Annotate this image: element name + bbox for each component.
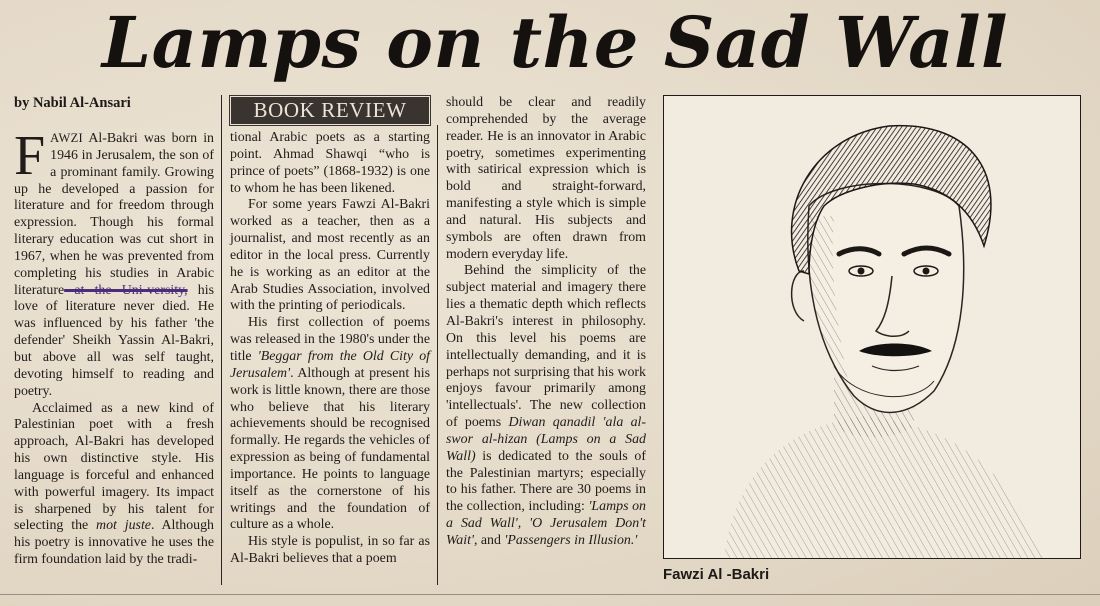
article-column-3 [446,95,646,550]
drop-cap: F [14,125,46,187]
paragraph: Behind the simplicity of the subject material and imagery there lies a thematic depth which reflects Al-Bakri's interest in philosophy. On this level his poems are intellectually demanding, and it is perhaps not surprising that his work enjoys favour primarily among 'intellectuals'. The new collection of poems Diwan qanadil 'ala al-swor al-hizan (Lamps on a Sad Wall) is dedicated to the souls of the Palestinian martyrs; especially to his father. There are 30 poems in the collection, including: 'Lamps on a Sad Wall', 'O Jerusalem Don't Wait', and 'Passengers in Illusion.' [446,263,647,548]
paragraph-text: Al-Bakri was born in 1946 in Jerusalem, the son of a prominant family. Growing up he developed a passion for literature and for freedom through expression. Though his formal literary education was cut short in 1967, when he was prevented from completing his studies in Arabic literature [14,131,214,298]
portrait-sketch-icon [664,96,1080,558]
paragraph: His first collection of poems was released in the 1980's under the title 'Beggar from the Old City of Jerusalem'. Although at present his work is little known, there are those who believe that his literary achievements should be recognised formally. He regards the vehicles of expression as being of fundamental importance. He points to language itself as the cornerstone of his writings and the foundation of culture as a whole. [230,315,430,533]
photo-caption: Fawzi Al -Bakri [663,566,770,583]
page-bottom-rule [0,594,1100,595]
paragraph: tional Arabic poets as a starting point. Ahmad Shawqi “who is prince of poets” (1868-1932) is one to whom he has been likened. [230,130,430,196]
italic-text: 'Passengers in Illusion.' [504,532,638,548]
paragraph: For some years Fawzi Al-Bakri worked as a teacher, then as a journalist, and most recently as an editor in the local press. Currently he is working as an editor at the Arab Studies Association, involved with the printing of periodicals. [230,197,430,314]
paragraph-text: his love of literature never died. He was influenced by his father 'the defender' Sheikh Yassin Al-Bakri, but above all was self taught, devoting himself to reading and poetry. [14,282,215,399]
column-divider [221,95,222,585]
article-headline: Lamps on the Sad Wall [101,1,1009,84]
section-tag: BOOK REVIEW [230,96,430,125]
lead-in: AWZI [50,131,83,145]
paragraph: Acclaimed as a new kind of Palestinian poet with a fresh approach, Al-Bakri has developed his own distinctive style. His language is forceful and enhanced with powerful imagery. Its impact is sharpened by his talent for selecting the mot juste. Although his poetry is innovative he uses the firm foundation laid by the tradi- [14,400,214,568]
paragraph: His style is populist, in so far as Al-Bakri believes that a poem [230,534,430,567]
struck-out-text: at the Uni-versity, [64,282,188,298]
portrait-illustration [663,95,1081,559]
byline: by Nabil Al-Ansari [14,95,131,111]
article-column-1 [14,125,215,569]
paragraph: should be clear and readily comprehended by the average reader. He is an innovator in Arabic poetry, sometimes experimenting with satirical expression which is bold and straight-forward, manifesting a style which is simple and natural. His subjects and symbols are often drawn from modern everyday life. [446,95,646,262]
article-column-2 [230,130,430,568]
italic-text: 'Lamps on a Sad Wall', 'O Jerusalem Don't Wait' [446,499,647,548]
italic-text: 'Beggar from the Old City of Jerusalem' [230,348,430,381]
column-divider [437,125,438,585]
paragraph [14,125,215,401]
italic-text: mot juste [96,518,151,534]
italic-text: Diwan qanadil 'ala al-swor al-hizan (Lamps on a Sad Wall) [446,415,646,464]
